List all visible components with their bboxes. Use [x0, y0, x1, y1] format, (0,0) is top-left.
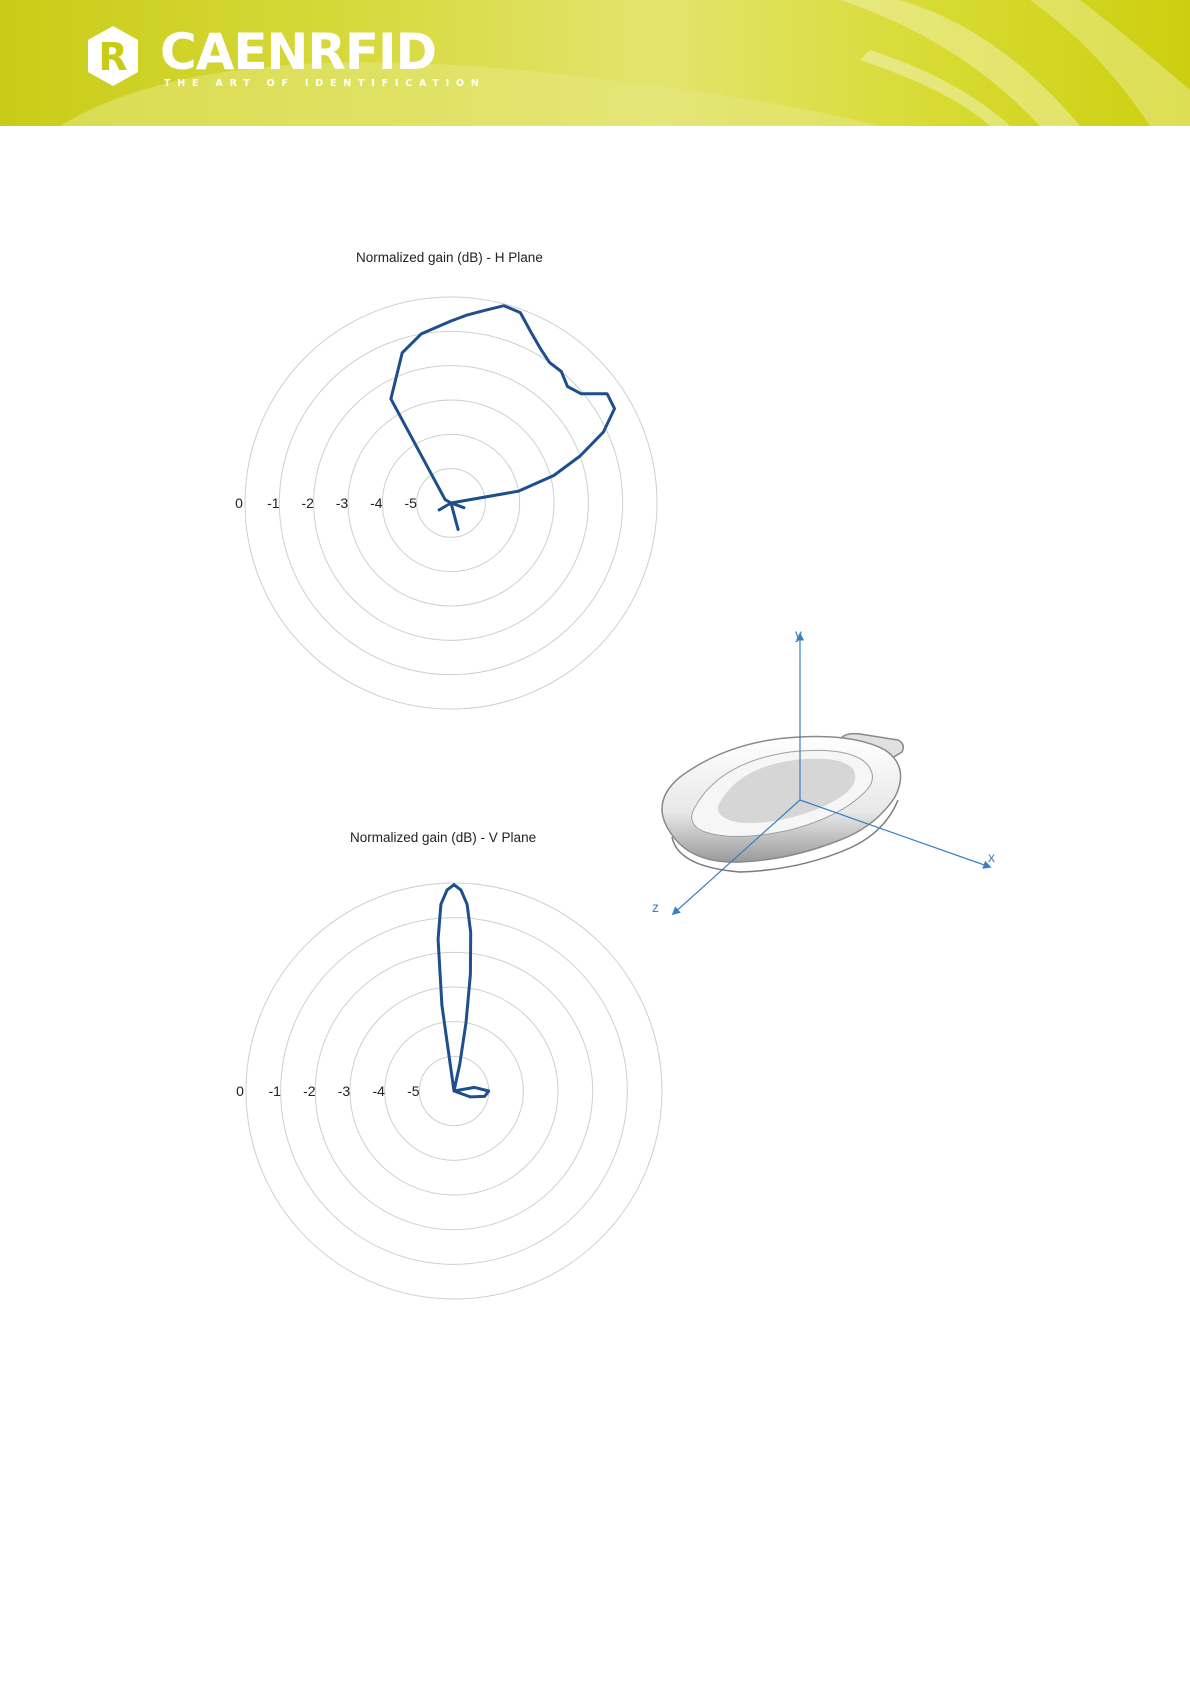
page-header — [0, 0, 1190, 126]
z-axis-label: z — [652, 899, 659, 915]
brand-tagline: THE ART OF IDENTIFICATION — [164, 78, 486, 89]
radial-tick-label: -1 — [268, 1083, 281, 1099]
v-plane-radial-tick-labels — [236, 1083, 420, 1099]
v-plane-polar-chart — [210, 880, 680, 1310]
radial-tick-label: 0 — [235, 495, 243, 511]
radial-tick-label: -1 — [267, 495, 280, 511]
h-plane-polar-chart — [210, 292, 660, 722]
radial-tick-label: -5 — [407, 1083, 420, 1099]
radial-tick-label: -2 — [303, 1083, 316, 1099]
radial-tick-label: -3 — [335, 495, 349, 511]
radial-tick-label: -3 — [337, 1083, 351, 1099]
radial-tick-label: -4 — [372, 1083, 385, 1099]
radial-tick-label: -4 — [370, 495, 383, 511]
brand-name: CAENRFID — [160, 23, 437, 81]
brand-logo-badge — [86, 25, 140, 87]
radial-tick-label: -5 — [404, 495, 417, 511]
badge-letter: R — [98, 35, 128, 79]
y-axis-label: y — [795, 626, 802, 642]
x-axis-label: x — [988, 849, 995, 865]
tag-device-body — [662, 734, 903, 872]
h-plane-chart-title: Normalized gain (dB) - H Plane — [356, 250, 543, 265]
v-plane-chart-title: Normalized gain (dB) - V Plane — [350, 830, 537, 845]
h-plane-radial-tick-labels — [235, 495, 417, 511]
tag-3d-illustration — [640, 622, 1010, 932]
radial-tick-label: 0 — [236, 1083, 244, 1099]
radial-tick-label: -2 — [301, 495, 314, 511]
